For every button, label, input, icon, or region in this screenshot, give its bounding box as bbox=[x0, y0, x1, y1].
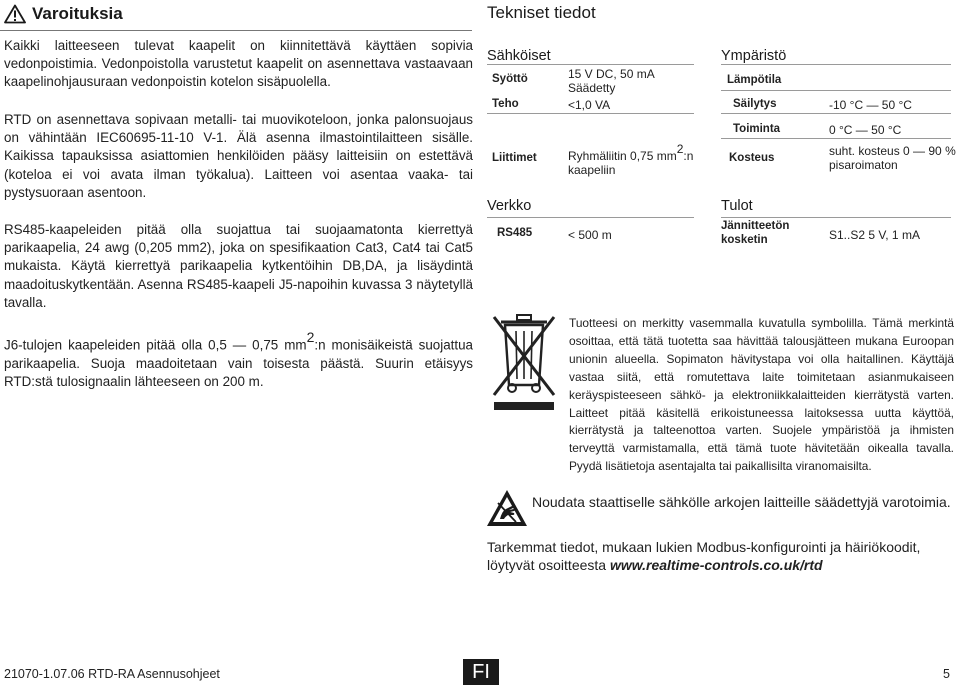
electrical-divider bbox=[487, 64, 694, 65]
warnings-title: Varoituksia bbox=[32, 4, 123, 23]
humidity-value: suht. kosteus 0 — 90 % pisaroimaton bbox=[829, 144, 956, 172]
terminals-label: Liittimet bbox=[492, 152, 537, 164]
website-link[interactable]: www.realtime-controls.co.uk/rtd bbox=[609, 557, 823, 573]
dry-contact-label: Jännitteetön kosketin bbox=[721, 220, 790, 246]
outputs-heading: Tulot bbox=[721, 198, 753, 214]
temperature-label: Lämpötila bbox=[727, 74, 782, 86]
terminals-value: Ryhmäliitin 0,75 $mm^2:n$ kaapeliin bbox=[568, 142, 694, 177]
j6-cable-paragraph: J6-tulojen kaapeleiden pitää olla 0,5 — 0,75 $mm^2:n$ monisäikeistä suojattua parikaapelia. Suoja maadoitetaan vain toisesta päästä. Suurin etäisyys RTD:stä tulosignaalin lähteeseen on 200 m. bbox=[4, 329, 473, 389]
operation-divider bbox=[721, 138, 951, 139]
power-label: Teho bbox=[492, 98, 519, 110]
enclosure-paragraph: RTD on asennettava sopivaan metalli- tai muovikoteloon, jonka palonsuojaus on vähintään IEC60695-11-10 V-1. Älä asenna ilmastointilaitteen sisälle. Kaikissa tapauksissa asiattomien henkilöiden pääsy laitteisiin on estettävä (koteloa ei voi avata ilman työkalua). Laitteen voi asentaa vaaka- tai pystysuoraan asentoon. bbox=[4, 112, 473, 200]
supply-value: 15 V DC, 50 mA Säädetty bbox=[568, 67, 655, 95]
cable-gland-paragraph: Kaikki laitteeseen tulevat kaapelit on kiinnitettävä käyttäen sopivia vedonpoistimia. Vedonpoistolla varustetut kaapelit on asennettava vastaavaan kaapelinohjausuraan vedonpoistin kotelon sisäpuolella. bbox=[4, 38, 473, 90]
technical-data-title: Tekniset tiedot bbox=[487, 3, 596, 22]
weee-disposal-text: Tuotteesi on merkitty vasemmalla kuvatulla symbolilla. Tämä merkintä osoittaa, että tätä tuotetta saa hävittää talousjätteen mukana Euroopan unionin alueella. Sopimaton hävitystapa voi olla haitallinen. Käyttäjä vastaa siitä, että romutettava laite toimitetaan asianmukaiseen keräyspisteeseen sähkö- ja elektroniikkalaitteiden kierrätystä varten. Laitteet pitää käsitellä erikoistuneessa laitoksessa uutta käyttöä, kierrätystä ja talteenottoa varten. Suojele ympäristöä ja ihmisten terveyttä varmistamalla, että tämä tuote hävitetään oikealla tavalla. Pyydä lisätietoja asentajalta tai paikallisilta viranomaisilta. bbox=[569, 316, 954, 474]
outputs-divider bbox=[721, 217, 951, 218]
document-id: 21070-1.07.06 RTD-RA Asennusohjeet bbox=[4, 667, 220, 681]
power-value: <1,0 VA bbox=[568, 98, 611, 112]
esd-precaution-text: Noudata staattiselle sähkölle arkojen laitteille säädettyjä varotoimia. bbox=[532, 494, 951, 510]
language-badge: FI bbox=[463, 659, 499, 685]
esd-warning-icon bbox=[486, 489, 528, 527]
rs485-cable-paragraph: RS485-kaapeleiden pitää olla suojattua tai suojaamatonta kierrettyä parikaapelia, 24 awg (0,205 mm2), joka on spesifikaation Cat3, Cat4 tai Cat5 mukaista. Käytä kierrettyä parikaapelia kytkentöihin DB,DA, ja lisäydintä maadoituskytkentään. Asenna RS485-kaapeli J5-napoihin kuvassa 3 näytetyllä tavalla. bbox=[4, 222, 473, 310]
weee-crossed-bin-icon bbox=[488, 313, 560, 413]
storage-value: -10 °C — 50 °C bbox=[829, 98, 912, 112]
network-heading: Verkko bbox=[487, 198, 532, 214]
more-info-text: Tarkemmat tiedot, mukaan lukien Modbus-konfigurointi ja häiriökoodit, löytyvät osoitteesta www.realtime-controls.co.uk/rtd bbox=[487, 539, 921, 573]
environment-divider bbox=[721, 64, 951, 65]
storage-divider bbox=[721, 113, 951, 114]
environment-heading: Ympäristö bbox=[721, 48, 787, 64]
network-divider bbox=[487, 217, 694, 218]
rs485-label: RS485 bbox=[497, 227, 533, 239]
operation-label: Toiminta bbox=[733, 123, 781, 135]
temperature-divider bbox=[721, 90, 951, 91]
humidity-label: Kosteus bbox=[729, 152, 775, 164]
electrical-heading: Sähköiset bbox=[487, 48, 551, 64]
supply-label: Syöttö bbox=[492, 73, 528, 85]
storage-label: Säilytys bbox=[733, 98, 777, 110]
operation-value: 0 °C — 50 °C bbox=[829, 123, 902, 137]
rs485-value: < 500 m bbox=[568, 228, 612, 242]
electrical-row-divider bbox=[487, 113, 694, 114]
warning-triangle-icon bbox=[4, 4, 26, 24]
warnings-heading bbox=[4, 4, 123, 24]
dry-contact-value: S1..S2 5 V, 1 mA bbox=[829, 228, 920, 242]
page-number: 5 bbox=[943, 667, 950, 681]
warnings-divider bbox=[0, 30, 472, 31]
